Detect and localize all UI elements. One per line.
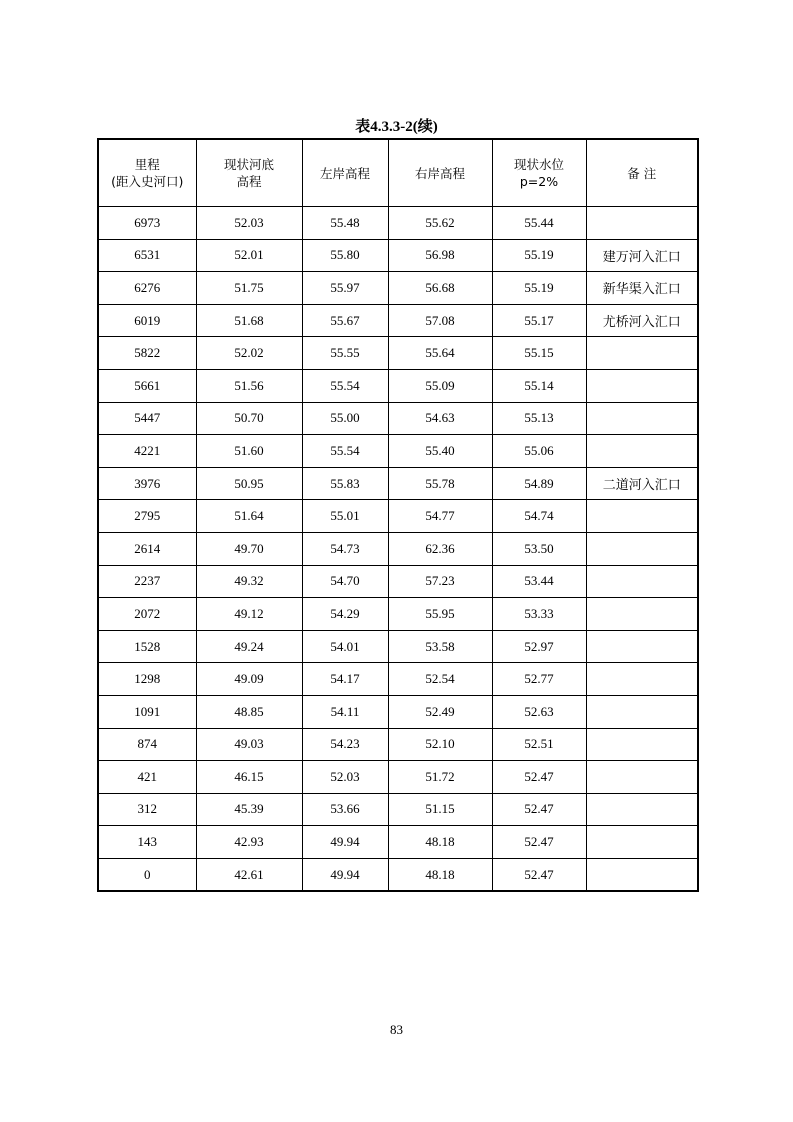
water-level-cell: 53.33	[492, 598, 586, 631]
riverbed-cell: 49.03	[196, 728, 302, 761]
remark-cell	[586, 435, 698, 468]
mileage-cell: 1091	[98, 695, 196, 728]
mileage-cell: 312	[98, 793, 196, 826]
water-level-cell: 52.51	[492, 728, 586, 761]
riverbed-cell: 51.56	[196, 369, 302, 402]
left-bank-cell: 49.94	[302, 826, 388, 859]
right-bank-cell: 56.68	[388, 272, 492, 305]
header-line: 现状河底	[223, 157, 274, 172]
table-body	[98, 207, 698, 892]
water-level-cell: 52.63	[492, 695, 586, 728]
header-line: 现状水位	[513, 157, 564, 172]
riverbed-cell: 52.03	[196, 207, 302, 240]
left-bank-cell: 55.00	[302, 402, 388, 435]
riverbed-cell: 49.70	[196, 532, 302, 565]
right-bank-cell: 54.63	[388, 402, 492, 435]
mileage-cell: 2072	[98, 598, 196, 631]
right-bank-cell: 55.62	[388, 207, 492, 240]
right-bank-cell: 52.54	[388, 663, 492, 696]
remark-cell	[586, 369, 698, 402]
header-left-bank	[302, 139, 388, 207]
table-row	[98, 793, 698, 826]
table-row	[98, 695, 698, 728]
header-line: p=2%	[519, 174, 559, 189]
remark-cell	[586, 207, 698, 240]
right-bank-cell: 56.98	[388, 239, 492, 272]
right-bank-cell: 52.10	[388, 728, 492, 761]
table-row	[98, 500, 698, 533]
header-line: 高程	[236, 174, 262, 189]
mileage-cell: 421	[98, 761, 196, 794]
left-bank-cell: 54.73	[302, 532, 388, 565]
right-bank-cell: 55.78	[388, 467, 492, 500]
table-row	[98, 761, 698, 794]
table-row	[98, 467, 698, 500]
water-level-cell: 55.19	[492, 272, 586, 305]
riverbed-cell: 42.61	[196, 858, 302, 891]
mileage-cell: 5661	[98, 369, 196, 402]
riverbed-cell: 48.85	[196, 695, 302, 728]
right-bank-cell: 55.64	[388, 337, 492, 370]
left-bank-cell: 54.17	[302, 663, 388, 696]
remark-cell	[586, 598, 698, 631]
riverbed-cell: 51.60	[196, 435, 302, 468]
right-bank-cell: 55.40	[388, 435, 492, 468]
remark-cell	[586, 565, 698, 598]
water-level-cell: 52.47	[492, 793, 586, 826]
table-row	[98, 532, 698, 565]
riverbed-cell: 49.24	[196, 630, 302, 663]
remark-cell	[586, 858, 698, 891]
water-level-cell: 55.19	[492, 239, 586, 272]
remark-cell	[586, 826, 698, 859]
water-level-cell: 52.77	[492, 663, 586, 696]
water-level-cell: 52.47	[492, 826, 586, 859]
remark-cell	[586, 500, 698, 533]
riverbed-cell: 51.75	[196, 272, 302, 305]
right-bank-cell: 51.72	[388, 761, 492, 794]
remark-cell	[586, 728, 698, 761]
table-row	[98, 369, 698, 402]
table-row	[98, 598, 698, 631]
header-mileage	[98, 139, 196, 207]
riverbed-cell: 50.95	[196, 467, 302, 500]
elevation-table	[97, 138, 699, 892]
header-row	[98, 139, 698, 207]
water-level-cell: 53.50	[492, 532, 586, 565]
water-level-cell: 53.44	[492, 565, 586, 598]
mileage-cell: 6973	[98, 207, 196, 240]
table-row	[98, 630, 698, 663]
remark-cell	[586, 402, 698, 435]
riverbed-cell: 51.68	[196, 304, 302, 337]
water-level-cell: 55.17	[492, 304, 586, 337]
left-bank-cell: 55.48	[302, 207, 388, 240]
mileage-cell: 1298	[98, 663, 196, 696]
left-bank-cell: 54.11	[302, 695, 388, 728]
header-remarks	[586, 139, 698, 207]
right-bank-cell: 57.08	[388, 304, 492, 337]
mileage-cell: 5822	[98, 337, 196, 370]
right-bank-cell: 48.18	[388, 826, 492, 859]
mileage-cell: 2614	[98, 532, 196, 565]
water-level-cell: 55.13	[492, 402, 586, 435]
mileage-cell: 1528	[98, 630, 196, 663]
table-row	[98, 207, 698, 240]
table-row	[98, 435, 698, 468]
left-bank-cell: 55.54	[302, 435, 388, 468]
water-level-cell: 55.14	[492, 369, 586, 402]
right-bank-cell: 51.15	[388, 793, 492, 826]
right-bank-cell: 54.77	[388, 500, 492, 533]
riverbed-cell: 52.02	[196, 337, 302, 370]
right-bank-cell: 55.95	[388, 598, 492, 631]
remark-cell: 建万河入汇口	[586, 239, 698, 272]
water-level-cell: 55.15	[492, 337, 586, 370]
left-bank-cell: 54.01	[302, 630, 388, 663]
water-level-cell: 55.06	[492, 435, 586, 468]
table-caption: 表4.3.3-2(续)	[355, 119, 438, 135]
remark-cell	[586, 532, 698, 565]
mileage-cell: 2237	[98, 565, 196, 598]
water-level-cell: 52.47	[492, 858, 586, 891]
left-bank-cell: 52.03	[302, 761, 388, 794]
mileage-cell: 874	[98, 728, 196, 761]
left-bank-cell: 55.80	[302, 239, 388, 272]
table-row	[98, 663, 698, 696]
table-row	[98, 565, 698, 598]
left-bank-cell: 53.66	[302, 793, 388, 826]
table-row	[98, 402, 698, 435]
riverbed-cell: 49.32	[196, 565, 302, 598]
riverbed-cell: 49.09	[196, 663, 302, 696]
remark-cell	[586, 663, 698, 696]
left-bank-cell: 55.67	[302, 304, 388, 337]
remark-cell	[586, 695, 698, 728]
header-water-level	[492, 139, 586, 207]
remark-cell: 新华渠入汇口	[586, 272, 698, 305]
header-line: 左岸高程	[319, 165, 370, 181]
remark-cell: 尤桥河入汇口	[586, 304, 698, 337]
mileage-cell: 2795	[98, 500, 196, 533]
mileage-cell: 6531	[98, 239, 196, 272]
riverbed-cell: 45.39	[196, 793, 302, 826]
left-bank-cell: 54.23	[302, 728, 388, 761]
header-line: (距入史河口)	[111, 174, 184, 189]
header-riverbed	[196, 139, 302, 207]
left-bank-cell: 55.54	[302, 369, 388, 402]
page-number: 83	[390, 1022, 403, 1037]
riverbed-cell: 42.93	[196, 826, 302, 859]
right-bank-cell: 53.58	[388, 630, 492, 663]
mileage-cell: 3976	[98, 467, 196, 500]
water-level-cell: 52.47	[492, 761, 586, 794]
water-level-cell: 54.89	[492, 467, 586, 500]
header-line: 备 注	[627, 165, 657, 181]
table-row	[98, 272, 698, 305]
right-bank-cell: 52.49	[388, 695, 492, 728]
riverbed-cell: 50.70	[196, 402, 302, 435]
table-row	[98, 728, 698, 761]
right-bank-cell: 48.18	[388, 858, 492, 891]
header-line: 右岸高程	[414, 165, 465, 181]
left-bank-cell: 55.97	[302, 272, 388, 305]
table-row	[98, 304, 698, 337]
left-bank-cell: 55.83	[302, 467, 388, 500]
table-row	[98, 858, 698, 891]
riverbed-cell: 52.01	[196, 239, 302, 272]
left-bank-cell: 54.29	[302, 598, 388, 631]
left-bank-cell: 54.70	[302, 565, 388, 598]
riverbed-cell: 49.12	[196, 598, 302, 631]
water-level-cell: 52.97	[492, 630, 586, 663]
remark-cell	[586, 630, 698, 663]
water-level-cell: 54.74	[492, 500, 586, 533]
remark-cell	[586, 793, 698, 826]
right-bank-cell: 62.36	[388, 532, 492, 565]
mileage-cell: 143	[98, 826, 196, 859]
left-bank-cell: 55.01	[302, 500, 388, 533]
riverbed-cell: 46.15	[196, 761, 302, 794]
remark-cell	[586, 761, 698, 794]
mileage-cell: 0	[98, 858, 196, 891]
header-line: 里程	[134, 157, 160, 172]
mileage-cell: 4221	[98, 435, 196, 468]
table-row	[98, 337, 698, 370]
header-right-bank	[388, 139, 492, 207]
left-bank-cell: 49.94	[302, 858, 388, 891]
mileage-cell: 5447	[98, 402, 196, 435]
remark-cell	[586, 337, 698, 370]
table-row	[98, 826, 698, 859]
right-bank-cell: 55.09	[388, 369, 492, 402]
water-level-cell: 55.44	[492, 207, 586, 240]
right-bank-cell: 57.23	[388, 565, 492, 598]
mileage-cell: 6276	[98, 272, 196, 305]
table-row	[98, 239, 698, 272]
mileage-cell: 6019	[98, 304, 196, 337]
left-bank-cell: 55.55	[302, 337, 388, 370]
riverbed-cell: 51.64	[196, 500, 302, 533]
remark-cell: 二道河入汇口	[586, 467, 698, 500]
